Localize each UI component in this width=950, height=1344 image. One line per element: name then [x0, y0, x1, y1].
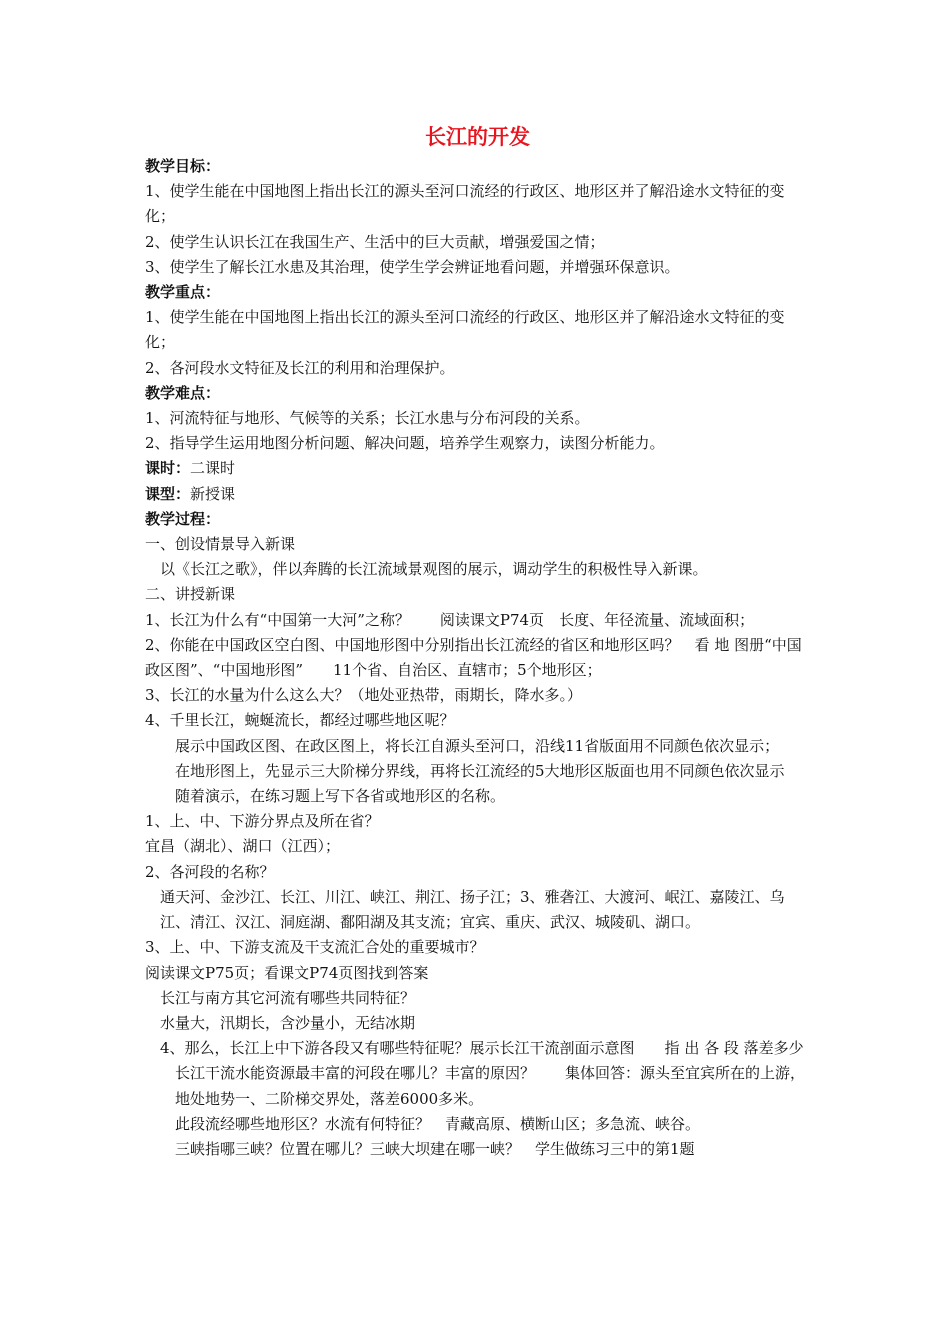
key-points-heading: 教学重点：: [145, 283, 221, 302]
difficulties-heading: 教学难点：: [145, 383, 221, 402]
type-label: 课型：: [145, 484, 191, 503]
type-line: [145, 482, 810, 507]
process-paragraph: 阅读课文P75页；看课文P74页图找到答案: [145, 963, 429, 982]
document-page: [145, 120, 815, 1162]
key-point-item: 1、使学生能在中国地图上指出长江的源头至河口流经的行政区、地形区并了解沿途水文特征的变化；: [145, 308, 785, 352]
process-paragraph: 水量大，汛期长，含沙量小，无结冰期: [160, 1013, 416, 1032]
process-paragraph: 在地形图上，先显示三大阶梯分界线，再将长江流经的5大地形区版面也用不同颜色依次显示 随着演示，在练习题上写下各省或地形区的名称。: [175, 761, 815, 806]
process-paragraph: 4、千里长江，蜿蜒流长，都经过哪些地区呢？: [145, 711, 455, 730]
process-paragraph: 以《长江之歌》，伴以奔腾的长江流域景观图的展示，调动学生的积极性导入新课。: [160, 560, 708, 579]
process-paragraph: 三峡指哪三峡？位置在哪儿？三峡大坝建在哪一峡？ 学生做练习三中的第1题: [175, 1139, 695, 1158]
process-paragraph: 展示中国政区图、在政区图上，将长江自源头至河口，沿线11省版面用不同颜色依次显示；: [175, 736, 780, 755]
process-paragraph: 2、各河段的名称？: [145, 862, 275, 881]
objectives-heading: 教学目标：: [145, 157, 221, 175]
process-paragraph: 长江干流水能资源最丰富的河段在哪儿？丰富的原因？ 集体回答：源头至宜宾所在的上游，地处地势一、二阶梯交界处，落差6000多米。: [175, 1064, 806, 1108]
process-paragraph: 3、上、中、下游支流及干支流汇合处的重要城市？: [145, 938, 485, 957]
process-paragraph: 宜昌（湖北）、湖口（江西）；: [145, 837, 341, 856]
process-paragraph: 此段流经哪些地形区？水流有何特征？ 青藏高原、横断山区；多急流、峡谷。: [175, 1114, 701, 1133]
process-paragraph: 长江与南方其它河流有哪些共同特征？: [160, 988, 416, 1007]
process-heading: 教学过程：: [145, 509, 221, 528]
process-paragraph: 通天河、金沙江、长江、川江、峡江、荆江、扬子江；3、雅砻江、大渡河、岷江、嘉陵江、乌江、清江、汉江、洞庭湖、鄱阳湖及其支流；宜宾、重庆、武汉、城陵矶、湖口。: [160, 887, 785, 932]
process-paragraph: 1、上、中、下游分界点及所在省？: [145, 812, 380, 831]
document-title: 长江的开发: [425, 124, 530, 149]
periods-value: 二课时: [190, 459, 236, 478]
objective-item: 1、使学生能在中国地图上指出长江的源头至河口流经的行政区、地形区并了解沿途水文特征的变化；: [145, 182, 785, 226]
type-value: 新授课: [190, 484, 236, 503]
process-paragraph: 3、长江的水量为什么这么大？（地处亚热带，雨期长，降水多。）: [145, 686, 583, 705]
key-point-item: 2、各河段水文特征及长江的利用和治理保护。: [145, 358, 455, 377]
difficulty-item: 2、指导学生运用地图分析问题、解决问题，培养学生观察力，读图分析能力。: [145, 434, 665, 453]
process-paragraph: 1、长江为什么有“中国第一大河”之称？ 阅读课文P74页 长度、年径流量、流域面积；: [145, 610, 755, 629]
process-paragraph: 4、那么，长江上中下游各段又有哪些特征呢？展示长江干流剖面示意图 指 出 各 段 落差多少: [160, 1039, 804, 1058]
process-section-title: 二、讲授新课: [145, 585, 236, 604]
process-paragraph: 2、你能在中国政区空白图、中国地形图中分别指出长江流经的省区和地形区吗？ 看 地 图册“中国政区图”、“中国地形图” 11个省、自治区、直辖市；5个地形区；: [145, 635, 802, 680]
objective-item: 3、使学生了解长江水患及其治理，使学生学会辨证地看问题，并增强环保意识。: [145, 257, 680, 276]
difficulty-item: 1、河流特征与地形、气候等的关系；长江水患与分布河段的关系。: [145, 409, 590, 428]
objective-item: 2、使学生认识长江在我国生产、生活中的巨大贡献，增强爱国之情；: [145, 232, 605, 251]
periods-label: 课时：: [145, 459, 191, 478]
process-section-title: 一、创设情景导入新课: [145, 535, 296, 554]
periods-line: [145, 456, 810, 481]
